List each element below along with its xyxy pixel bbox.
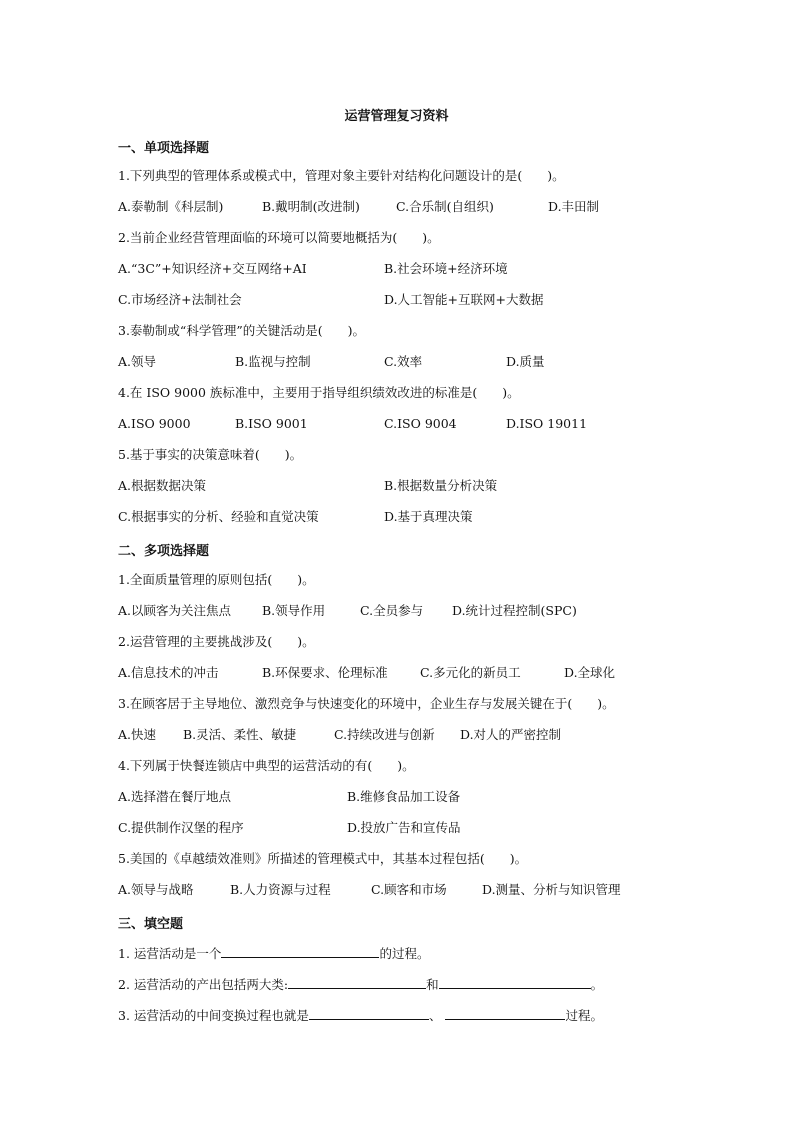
option-d: D.ISO 19011 — [506, 416, 588, 431]
option-d: D.全球化 — [564, 665, 616, 680]
question-number: 1. — [118, 946, 130, 961]
option-c: C.全员参与 — [360, 603, 424, 618]
question-text: 5.基于事实的决策意味着( )。 — [118, 447, 303, 462]
option-c: C.效率 — [384, 354, 423, 369]
question-number: 3. — [118, 1008, 130, 1023]
question-text: 3.在顾客居于主导地位、激烈竞争与快速变化的环境中，企业生存与发展关键在于( )。 — [118, 696, 615, 711]
option-a: A.信息技术的冲击 — [118, 665, 219, 680]
option-c: C.市场经济+法制社会 — [118, 292, 242, 307]
option-a: A.以顾客为关注焦点 — [118, 603, 232, 618]
answer-blank[interactable] — [288, 976, 426, 989]
option-b: B.维修食品加工设备 — [347, 789, 461, 804]
option-b: B.根据数量分析决策 — [384, 478, 498, 493]
option-c: C.持续改进与创新 — [334, 727, 435, 742]
option-a: A.泰勒制《科层制) — [118, 199, 224, 214]
option-d: D.投放广告和宣传品 — [347, 820, 461, 835]
fill-question-3 — [118, 1007, 603, 1024]
document-title: 运营管理复习资料 — [344, 109, 449, 124]
question-text: 1.下列典型的管理体系或模式中，管理对象主要针对结构化问题设计的是( )。 — [118, 168, 565, 183]
option-d: D.统计过程控制(SPC) — [452, 603, 577, 618]
option-b: B.ISO 9001 — [235, 416, 308, 431]
section-heading-single-choice: 一、单项选择题 — [118, 141, 210, 156]
connector-text: 、 — [428, 1008, 442, 1023]
option-b: B.社会环境+经济环境 — [384, 261, 508, 276]
option-a: A.领导 — [118, 354, 157, 369]
option-d: D.人工智能+互联网+大数据 — [384, 292, 544, 307]
option-d: D.基于真理决策 — [384, 509, 473, 524]
question-text: 2.当前企业经营管理面临的环境可以简要地概括为( )。 — [118, 230, 440, 245]
option-c: C.顾客和市场 — [371, 882, 447, 897]
option-a: A.领导与战略 — [118, 882, 194, 897]
question-text: 4.下列属于快餐连锁店中典型的运营活动的有( )。 — [118, 758, 415, 773]
option-b: B.人力资源与过程 — [230, 882, 331, 897]
option-c: C.根据事实的分析、经验和直觉决策 — [118, 509, 319, 524]
option-b: B.监视与控制 — [235, 354, 311, 369]
question-text: 过程。 — [565, 1008, 603, 1023]
question-text: 运营活动的产出包括两大类: — [133, 977, 289, 992]
option-a: A.根据数据决策 — [118, 478, 207, 493]
option-a: A.“3C”+知识经济+交互网络+AI — [118, 261, 307, 276]
option-b: B.领导作用 — [262, 603, 326, 618]
option-c: C.合乐制(自组织) — [396, 199, 494, 214]
option-d: D.测量、分析与知识管理 — [482, 882, 621, 897]
option-a: A.ISO 9000 — [118, 416, 191, 431]
answer-blank[interactable] — [439, 976, 591, 989]
question-text: 运营活动的中间变换过程也就是 — [133, 1008, 309, 1023]
question-text: 1.全面质量管理的原则包括( )。 — [118, 572, 315, 587]
answer-blank[interactable] — [445, 1007, 565, 1020]
section-heading-fill-in: 三、填空题 — [118, 917, 184, 932]
answer-blank[interactable] — [221, 945, 379, 958]
answer-blank[interactable] — [309, 1007, 429, 1020]
question-text: 5.美国的《卓越绩效准则》所描述的管理模式中，其基本过程包括( )。 — [118, 851, 528, 866]
option-a: A.快速 — [118, 727, 157, 742]
option-b: B.戴明制(改进制) — [262, 199, 360, 214]
option-c: C.多元化的新员工 — [420, 665, 521, 680]
question-text: 运营活动是一个 — [133, 946, 222, 961]
question-text: 。 — [590, 977, 604, 992]
option-c: C.提供制作汉堡的程序 — [118, 820, 244, 835]
fill-question-1 — [118, 945, 429, 962]
question-text: 4.在 ISO 9000 族标准中，主要用于指导组织绩效改进的标准是( )。 — [118, 385, 520, 400]
option-c: C.ISO 9004 — [384, 416, 457, 431]
option-b: B.环保要求、伦理标准 — [262, 665, 388, 680]
section-heading-multiple-choice: 二、多项选择题 — [118, 544, 210, 559]
option-a: A.选择潜在餐厅地点 — [118, 789, 232, 804]
question-text: 的过程。 — [379, 946, 430, 961]
question-text: 2.运营管理的主要挑战涉及( )。 — [118, 634, 315, 649]
connector-text: 和 — [426, 977, 439, 992]
option-d: D.丰田制 — [548, 199, 600, 214]
question-number: 2. — [118, 977, 130, 992]
option-d: D.质量 — [506, 354, 545, 369]
fill-question-2 — [118, 976, 603, 993]
option-d: D.对人的严密控制 — [460, 727, 562, 742]
question-text: 3.泰勒制或“科学管理”的关键活动是( )。 — [118, 323, 365, 338]
option-b: B.灵活、柔性、敏捷 — [183, 727, 297, 742]
